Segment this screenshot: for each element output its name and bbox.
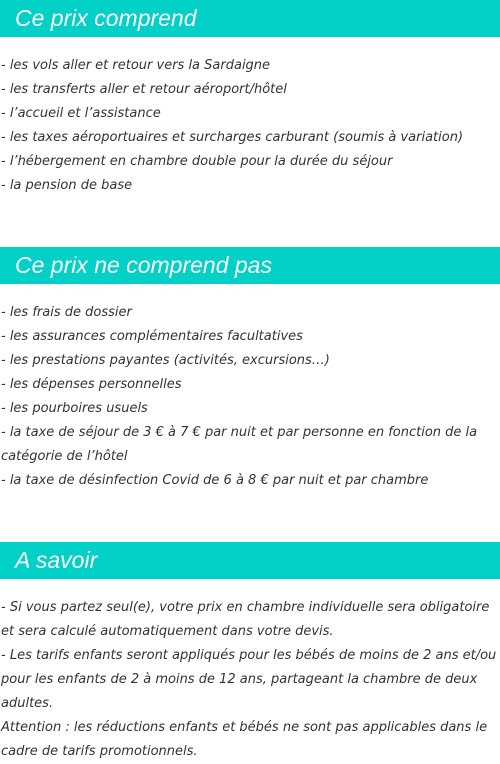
good-to-know-item: Attention : les réductions enfants et bébés ne sont pas applicables dans le cadre de tarifs promotionnels. (1, 720, 488, 759)
section-header-excludes (0, 247, 500, 284)
excludes-item: - la taxe de séjour de 3 € à 7 € par nuit et par personne en fonction de la catégorie de l’hôtel (1, 425, 478, 464)
includes-item: - l’accueil et l’assistance (1, 106, 161, 121)
section-good-to-know (0, 542, 500, 764)
includes-item: - les taxes aéroportuaires et surcharges carburant (soumis à variation) (1, 130, 464, 145)
includes-item: - l’hébergement en chambre double pour la durée du séjour (1, 154, 393, 169)
excludes-item: - la taxe de désinfection Covid de 6 à 8 € par nuit et par chambre (1, 473, 429, 488)
includes-list (0, 54, 500, 198)
excludes-item: - les dépenses personnelles (1, 377, 182, 392)
excludes-item: - les prestations payantes (activités, excursions…) (1, 353, 330, 368)
good-to-know-item: - Si vous partez seul(e), votre prix en chambre individuelle sera obligatoire et sera calculé automatiquement dans votre devis. (1, 600, 490, 639)
includes-item: - les vols aller et retour vers la Sardaigne (1, 58, 271, 73)
section-title-includes: Ce prix comprend (15, 5, 197, 31)
excludes-item: - les frais de dossier (1, 305, 132, 320)
includes-item: - la pension de base (1, 178, 133, 193)
section-header-good-to-know (0, 542, 500, 579)
includes-item: - les transferts aller et retour aéroport/hôtel (1, 82, 287, 97)
excludes-item: - les assurances complémentaires facultatives (1, 329, 303, 344)
section-title-good-to-know: A savoir (15, 547, 98, 573)
good-to-know-item: - Les tarifs enfants seront appliqués pour les bébés de moins de 2 ans et/ou pour les enfants de 2 à moins de 12 ans, partageant la chambre de deux adultes. (1, 648, 497, 711)
section-price-excludes (0, 247, 500, 493)
excludes-list (0, 301, 500, 493)
section-price-includes (0, 0, 500, 198)
section-header-includes (0, 0, 500, 37)
section-title-excludes: Ce prix ne comprend pas (15, 252, 272, 278)
excludes-item: - les pourboires usuels (1, 401, 148, 416)
